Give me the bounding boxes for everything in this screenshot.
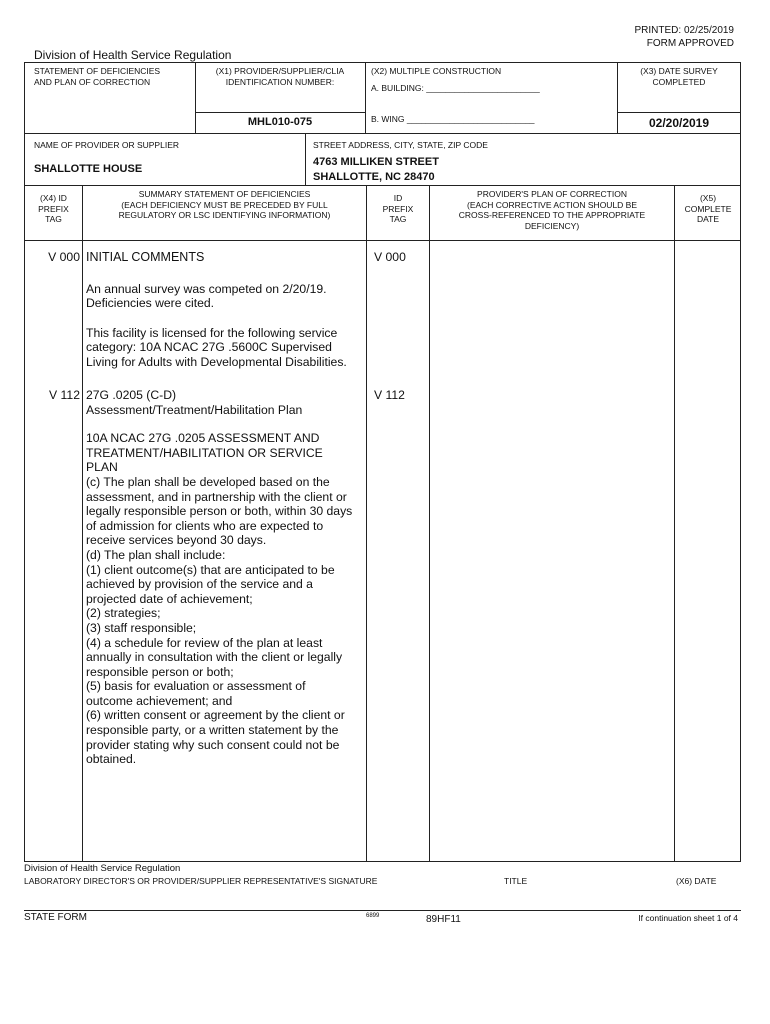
signature-label: LABORATORY DIRECTOR'S OR PROVIDER/SUPPLIER REPRESENTATIVE'S SIGNATURE (24, 876, 378, 886)
entry-heading: INITIAL COMMENTS (86, 250, 205, 264)
id-tag-v112: V 112 (374, 388, 405, 402)
footer-agency: Division of Health Service Regulation (24, 863, 181, 874)
continuation-label: If continuation sheet 1 of 4 (638, 913, 738, 923)
x2-label: (X2) MULTIPLE CONSTRUCTION (371, 66, 502, 76)
rule-x1-value (195, 112, 365, 113)
x3-label: (X3) DATE SURVEY COMPLETED (640, 66, 718, 87)
col-header-summary: SUMMARY STATEMENT OF DEFICIENCIES (EACH DEFICIENCY MUST BE PRECEDED BY FULL REGULATORY OR LSC IDENTIFYING INFORMATION) (118, 189, 331, 220)
state-form-label: STATE FORM (24, 912, 87, 923)
rule-top (24, 62, 741, 63)
agency-title: Division of Health Service Regulation (34, 48, 232, 62)
address-line-2: SHALLOTTE, NC 28470 (313, 171, 435, 183)
rule-col-x3 (617, 62, 618, 133)
title-label: TITLE (504, 876, 528, 886)
provider-name-label: NAME OF PROVIDER OR SUPPLIER (34, 140, 179, 150)
form-status: FORM APPROVED (646, 38, 734, 49)
col-header-x5: (X5) COMPLETE DATE (684, 193, 732, 224)
entry-paragraph: 10A NCAC 27G .0205 ASSESSMENT AND TREATMENT/HABILITATION OR SERVICE PLAN (c) The plan shall be developed based on the assessment, and in partnership with the client or legally responsible person or both, within 30 days of admission for clients who are expected to receive services beyond 30 days. (d) The plan shall include: (1) client outcome(s) that are anticipated to be achieved by provision of the service and a projected date of achievement; (2) strategies; (3) staff responsible; (4) a schedule for review of the plan at least annually in consultation with the client or legally responsible person or both; (5) basis for evaluation or assessment of outcome achievement; and (6) written consent or agreement by the client or responsible party, or a written statement by the provider stating why such consent could not be obtained. (86, 431, 353, 767)
rule-col-summary (366, 185, 367, 861)
printed-date: PRINTED: 02/25/2019 (634, 25, 734, 36)
form-code: 6899 (366, 913, 380, 919)
tag-v000: V 000 (48, 250, 80, 264)
rule-after-top-row (24, 133, 741, 134)
rule-footer (24, 910, 741, 911)
col-header-plan: PROVIDER'S PLAN OF CORRECTION (EACH CORRECTIVE ACTION SHOULD BE CROSS-REFERENCED TO THE APPROPRIATE DEFICIENCY) (458, 189, 646, 231)
x1-value: MHL010-075 (247, 116, 313, 128)
entry-v000 (86, 250, 364, 385)
rule-after-col-header (24, 240, 741, 241)
provider-name: SHALLOTTE HOUSE (34, 163, 143, 175)
address-line-1: 4763 MILLIKEN STREET (313, 156, 439, 168)
rule-bottom (24, 861, 741, 862)
col-header-x4: (X4) ID PREFIX TAG (38, 193, 69, 224)
entry-paragraph: An annual survey was competed on 2/20/19. Deficiencies were cited. (86, 281, 327, 311)
building-label: A. BUILDING: ________________________ (371, 83, 540, 93)
rule-after-provider (24, 185, 741, 186)
rule-col-x1 (195, 62, 196, 133)
entry-paragraph: This facility is licensed for the following service category: 10A NCAC 27G .5600C Supervised Living for Adults with Developmental Disabilities. (86, 325, 347, 369)
printed-header (635, 24, 735, 50)
x1-label: (X1) PROVIDER/SUPPLIER/CLIA IDENTIFICATION NUMBER: (215, 66, 345, 87)
rule-left (24, 62, 25, 861)
provider-address (313, 155, 439, 185)
entry-v112 (86, 388, 366, 782)
rule-col-address (305, 133, 306, 185)
rule-col-x2 (365, 62, 366, 133)
wing-label: B. WING ___________________________ (371, 114, 535, 124)
rule-col-id (429, 185, 430, 861)
col-header-id: ID PREFIX TAG (382, 193, 414, 224)
statement-label: STATEMENT OF DEFICIENCIES AND PLAN OF CORRECTION (34, 66, 161, 87)
rule-col-x4 (82, 185, 83, 861)
address-label: STREET ADDRESS, CITY, STATE, ZIP CODE (313, 140, 488, 150)
event-id: 89HF11 (426, 914, 461, 925)
entry-heading: 27G .0205 (C-D) Assessment/Treatment/Habilitation Plan (86, 388, 303, 417)
rule-x3-value (617, 112, 740, 113)
rule-col-plan (674, 185, 675, 861)
date-label: (X6) DATE (676, 876, 717, 886)
tag-v112: V 112 (49, 388, 80, 402)
id-tag-v000: V 000 (374, 250, 406, 264)
rule-right (740, 62, 741, 861)
x3-value: 02/20/2019 (648, 116, 710, 130)
